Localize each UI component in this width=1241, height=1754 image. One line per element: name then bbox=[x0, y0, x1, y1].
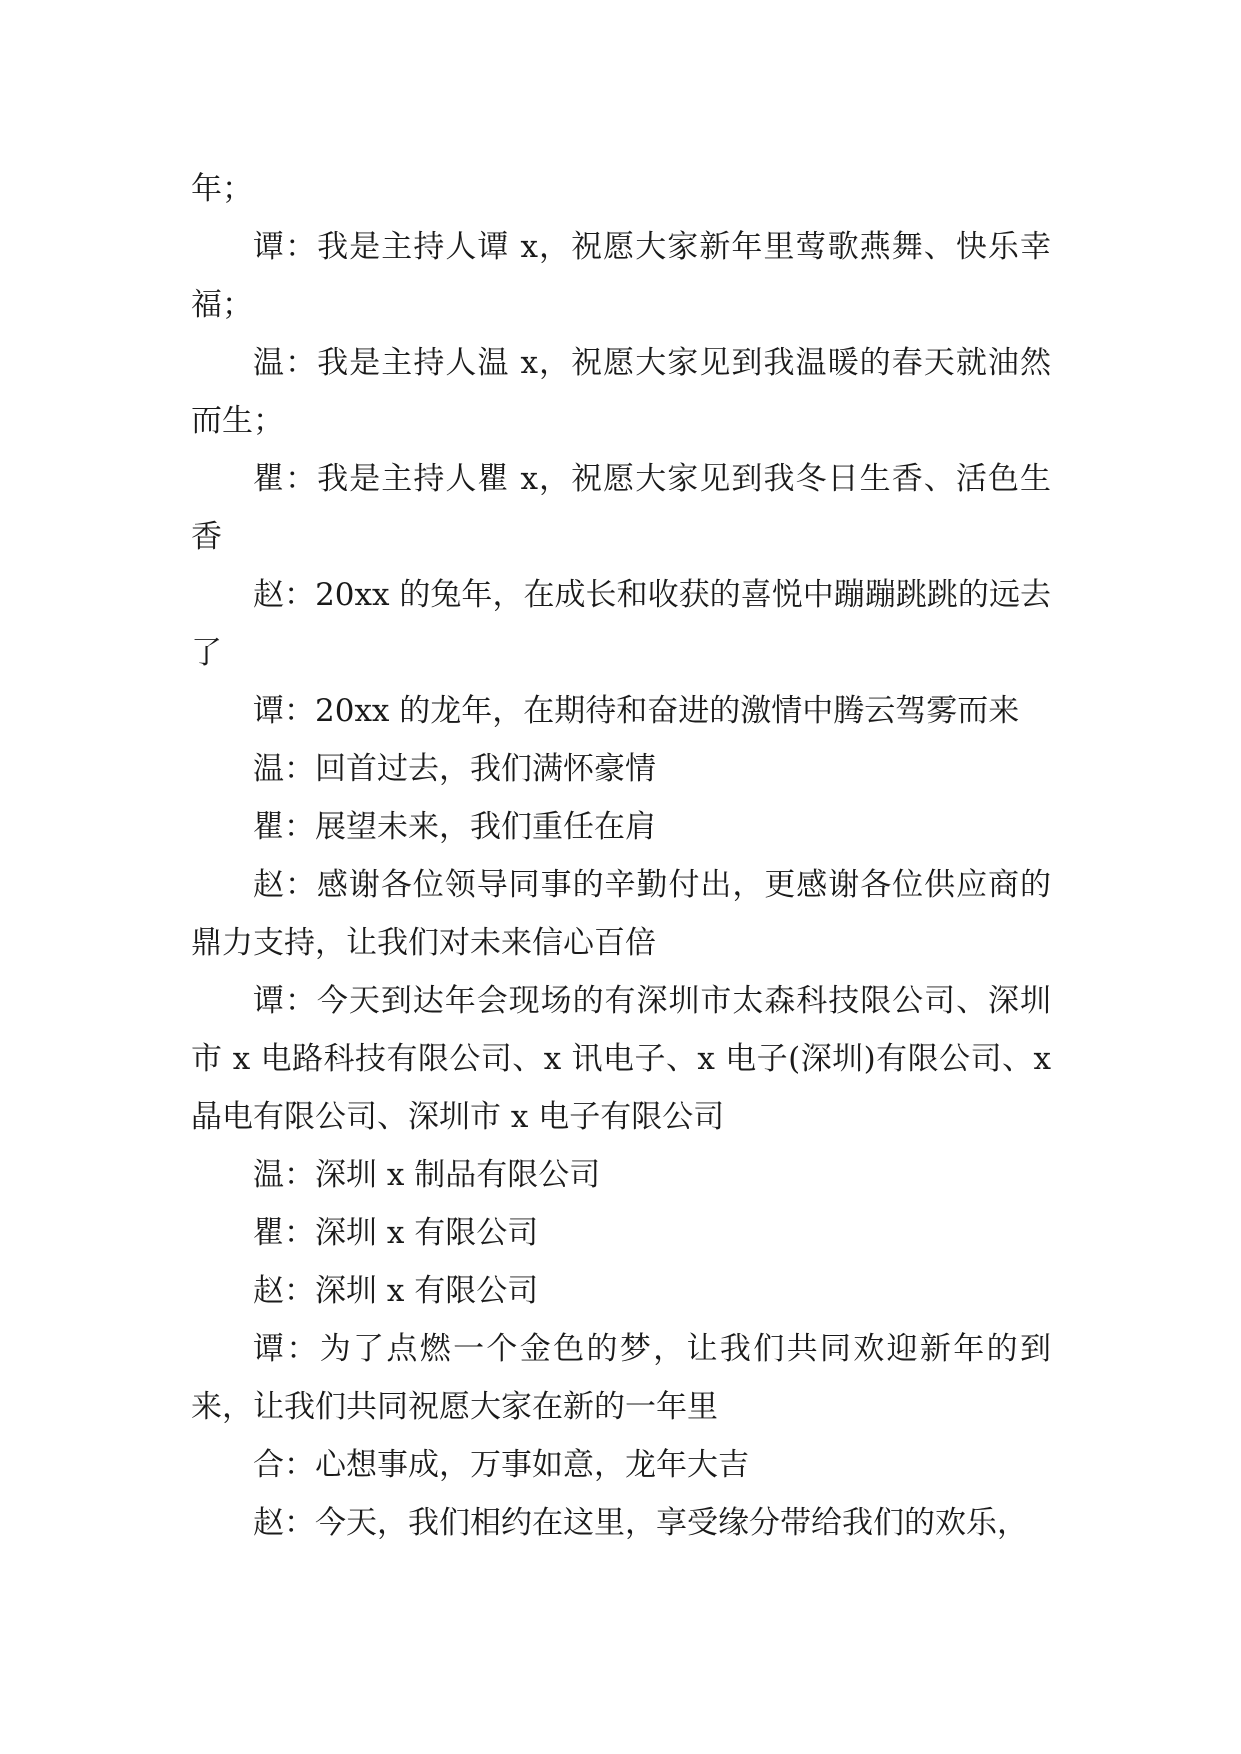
paragraph-qu-guest: 瞿：深圳 x 有限公司 bbox=[253, 1215, 539, 1251]
paragraph-qu-intro: 瞿：我是主持人瞿 x，祝愿大家见到我冬日生香、活色生香 bbox=[191, 461, 1051, 555]
paragraph-wen-guest: 温：深圳 x 制品有限公司 bbox=[253, 1157, 601, 1193]
paragraph-zhao-rabbit-year: 赵：20xx 的兔年，在成长和收获的喜悦中蹦蹦跳跳的远去了 bbox=[191, 577, 1051, 671]
paragraph-zhao-guest: 赵：深圳 x 有限公司 bbox=[253, 1273, 539, 1309]
paragraph-zhao-thanks: 赵：感谢各位领导同事的辛勤付出，更感谢各位供应商的鼎力支持，让我们对未来信心百倍 bbox=[191, 867, 1051, 961]
paragraph-tan-guests: 谭：今天到达年会现场的有深圳市太森科技限公司、深圳市 x 电路科技有限公司、x 讯电子、x 电子(深圳)有限公司、x 晶电有限公司、深圳市 x 电子有限公司 bbox=[191, 983, 1061, 1135]
paragraph-continuation: 年； bbox=[191, 171, 253, 207]
paragraph-all-wishes: 合：心想事成，万事如意，龙年大吉 bbox=[253, 1447, 749, 1483]
paragraph-zhao-gathering: 赵：今天，我们相约在这里，享受缘分带给我们的欢乐， bbox=[253, 1505, 1028, 1541]
paragraph-qu-look-ahead: 瞿：展望未来，我们重任在肩 bbox=[253, 809, 656, 845]
paragraph-tan-dragon-year: 谭：20xx 的龙年，在期待和奋进的激情中腾云驾雾而来 bbox=[253, 693, 1020, 729]
document-body bbox=[191, 160, 1061, 1552]
paragraph-tan-intro: 谭：我是主持人谭 x，祝愿大家新年里莺歌燕舞、快乐幸福； bbox=[191, 229, 1051, 323]
paragraph-wen-look-back: 温：回首过去，我们满怀豪情 bbox=[253, 751, 656, 787]
paragraph-tan-welcome: 谭：为了点燃一个金色的梦，让我们共同欢迎新年的到来，让我们共同祝愿大家在新的一年里 bbox=[191, 1331, 1051, 1425]
paragraph-wen-intro: 温：我是主持人温 x，祝愿大家见到我温暖的春天就油然而生； bbox=[191, 345, 1051, 439]
